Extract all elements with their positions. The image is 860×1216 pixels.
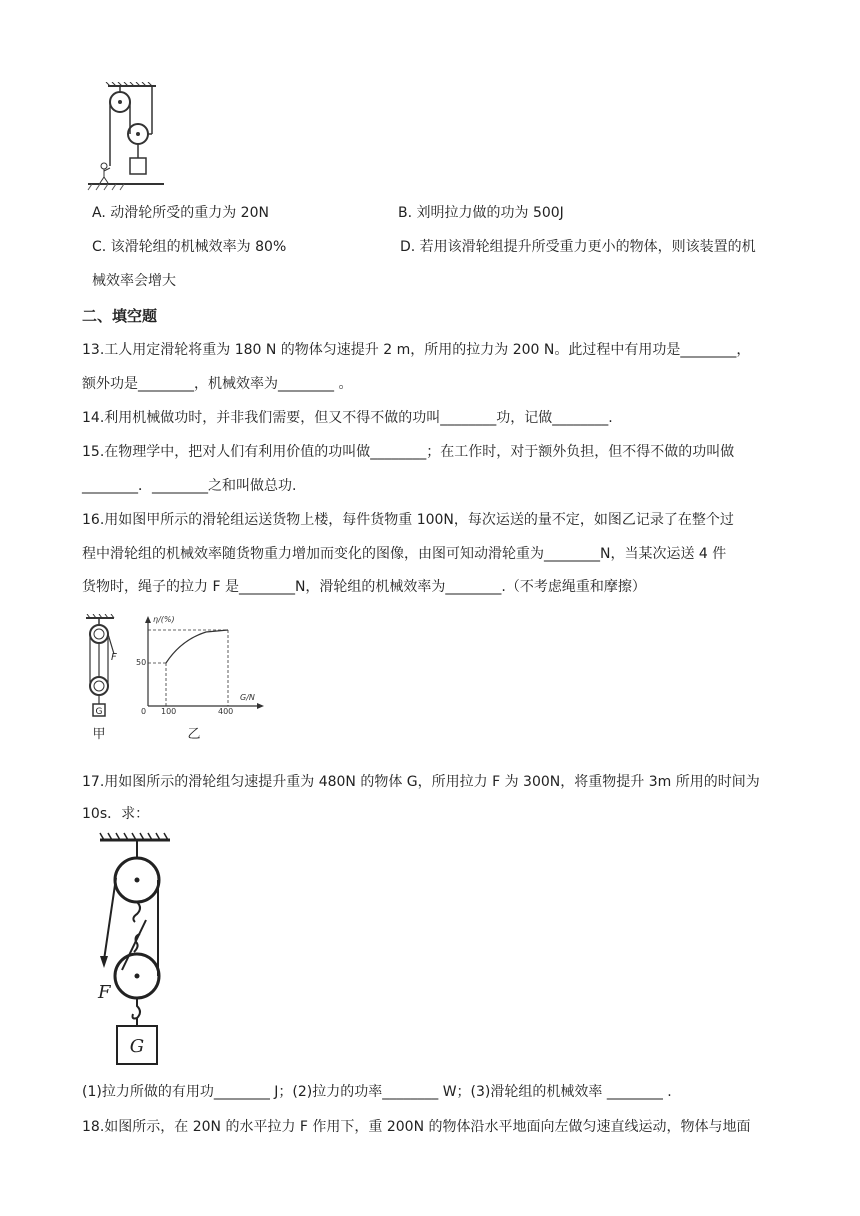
q17-line2: 10s．求： xyxy=(82,806,150,822)
q16-line3: 货物时，绳子的拉力 F 是________N，滑轮组的机械效率为________.（不考虑绳重和摩擦） xyxy=(82,579,646,595)
option-a: A. 动滑轮所受的重力为 20N xyxy=(92,205,269,221)
q16-y-axis-label: η/(%) xyxy=(153,615,175,624)
section-heading: 二、填空题 xyxy=(82,307,158,325)
option-d-line1: D. 若用该滑轮组提升所受重力更小的物体，则该装置的机 xyxy=(400,239,756,255)
q16-line1: 16.用如图甲所示的滑轮组运送货物上楼，每件货物重 100N，每次运送的量不定，如图乙记录了在整个过 xyxy=(82,512,734,528)
q13-line1: 13.工人用定滑轮将重为 180 N 的物体匀速提升 2 m，所用的拉力为 200 N。此过程中有用功是________， xyxy=(82,342,751,358)
q16-origin: 0 xyxy=(141,707,147,716)
q16-line2: 程中滑轮组的机械效率随货物重力增加而变化的图像，由图可知动滑轮重为________N，当某次运送 4 件 xyxy=(82,546,727,562)
q12-pulley-figure xyxy=(86,82,166,194)
q15-line1: 15.在物理学中，把对人们有利用价值的功叫做________；在工作时，对于额外负担，但不得不做的功叫做 xyxy=(82,444,735,460)
q16-fig-yi-graph xyxy=(136,610,266,744)
q15-line2: ________．________之和叫做总功. xyxy=(82,478,297,494)
q16-caption-jia: 甲 xyxy=(92,727,106,742)
q16-x-tick-400: 400 xyxy=(218,707,234,716)
q13-line2: 额外功是________，机械效率为________ 。 xyxy=(82,376,353,392)
q17-force-label: F xyxy=(98,982,111,1003)
option-c: C. 该滑轮组的机械效率为 80% xyxy=(92,239,287,255)
q17-pulley-figure xyxy=(90,830,180,1070)
q16-load-label: G xyxy=(95,707,103,717)
q17-load-label: G xyxy=(129,1036,145,1057)
q17-answer-line: (1)拉力所做的有用功________ J；(2)拉力的功率________ W；(3)滑轮组的机械效率 ________ . xyxy=(82,1084,672,1100)
q16-y-tick-50: 50 xyxy=(136,658,147,667)
q16-x-tick-100: 100 xyxy=(161,707,177,716)
option-d-line2: 械效率会增大 xyxy=(92,273,176,289)
q16-fig-jia xyxy=(82,614,132,742)
option-b: B. 刘明拉力做的功为 500J xyxy=(398,205,564,221)
q16-x-axis-label: G/N xyxy=(240,693,255,702)
q16-caption-yi: 乙 xyxy=(187,727,201,742)
q16-force-label: F xyxy=(111,652,117,663)
q17-line1: 17.用如图所示的滑轮组匀速提升重为 480N 的物体 G，所用拉力 F 为 300N，将重物提升 3m 所用的时间为 xyxy=(82,774,760,790)
q14-line1: 14.利用机械做功时，并非我们需要，但又不得不做的功叫________功，记做________. xyxy=(82,410,613,426)
q18-line1: 18.如图所示，在 20N 的水平拉力 F 作用下，重 200N 的物体沿水平地面向左做匀速直线运动，物体与地面 xyxy=(82,1119,751,1135)
